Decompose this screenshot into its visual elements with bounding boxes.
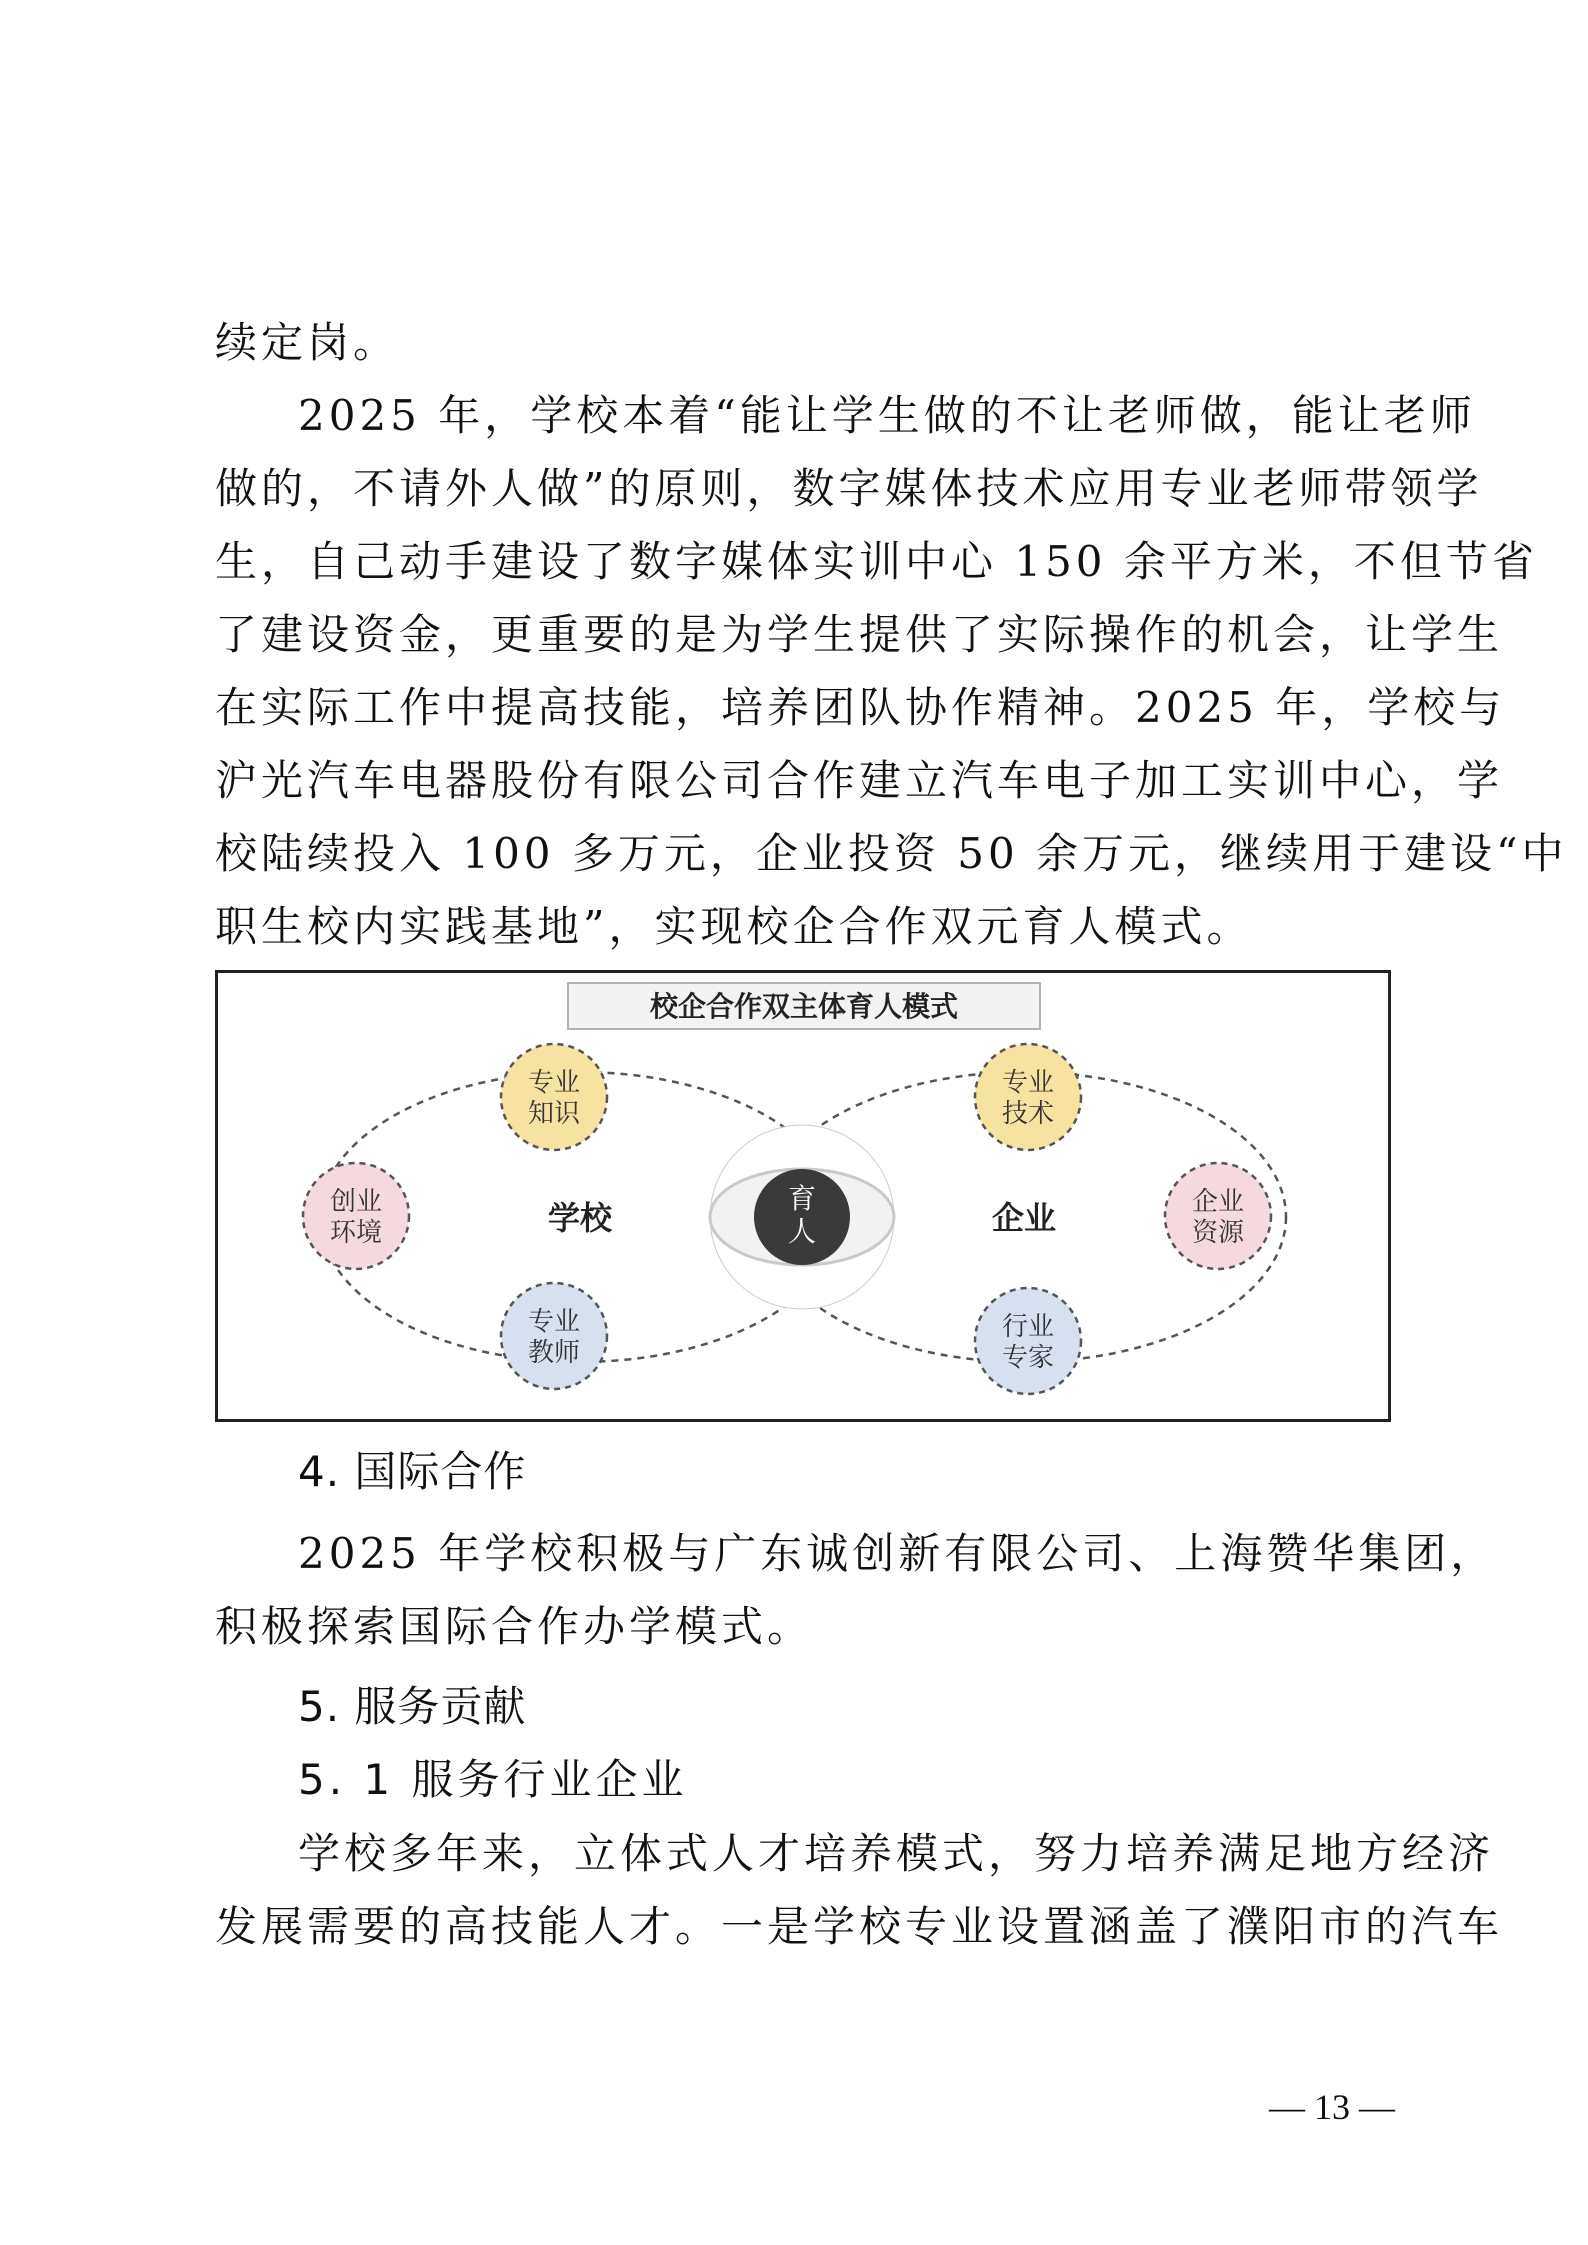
body-line: 学校多年来，立体式人才培养模式，努力培养满足地方经济 [298, 1829, 1495, 1878]
body-line: 了建设资金，更重要的是为学生提供了实际操作的机会，让学生 [215, 610, 1504, 659]
node-pro-tech-line2: 技术 [1001, 1099, 1055, 1129]
node-ent-resource-line2: 资源 [1191, 1218, 1245, 1248]
node-ent-resource-line1: 企业 [1191, 1187, 1245, 1217]
node-pro-teacher-line2: 教师 [527, 1338, 581, 1368]
node-pro-knowledge-line1: 专业 [527, 1068, 581, 1098]
body-line: 续定岗。 [215, 318, 400, 367]
body-line: 做的，不请外人做”的原则，数字媒体技术应用专业老师带领学 [215, 464, 1483, 513]
section-heading: 4. 国际合作 [298, 1447, 527, 1496]
node-startup-env-line1: 创业 [329, 1187, 383, 1217]
school-enterprise-diagram [215, 970, 1391, 1422]
diagram-title: 校企合作双主体育人模式 [649, 990, 959, 1023]
body-line: 职生校内实践基地”，实现校企合作双元育人模式。 [215, 902, 1253, 951]
node-startup-env-line2: 环境 [329, 1218, 383, 1248]
node-industry-expert-line1: 行业 [1001, 1312, 1055, 1342]
section-heading: 5. 服务贡献 [298, 1682, 527, 1731]
enterprise-label: 企业 [991, 1199, 1057, 1237]
node-pro-teacher-line1: 专业 [527, 1307, 581, 1337]
body-line: 在实际工作中提高技能，培养团队协作精神。2025 年，学校与 [215, 683, 1506, 732]
center-label-line2: 人 [787, 1215, 817, 1248]
subsection-heading: 5. 1 服务行业企业 [298, 1755, 688, 1804]
node-pro-tech-line1: 专业 [1001, 1068, 1055, 1098]
body-line: 2025 年，学校本着“能让学生做的不让老师做，能让老师 [298, 391, 1476, 440]
page-number: — 13 — [1269, 2087, 1395, 2127]
body-line: 2025 年学校积极与广东诚创新有限公司、上海赞华集团， [298, 1529, 1497, 1578]
center-label-line1: 育 [787, 1182, 817, 1215]
node-pro-knowledge-line2: 知识 [527, 1099, 581, 1129]
body-line: 积极探索国际合作办学模式。 [215, 1602, 814, 1651]
school-label: 学校 [547, 1199, 613, 1237]
node-industry-expert-line2: 专家 [1001, 1343, 1055, 1373]
body-line: 发展需要的高技能人才。一是学校专业设置涵盖了濮阳市的汽车 [215, 1902, 1504, 1951]
body-line: 生，自己动手建设了数字媒体实训中心 150 余平方米，不但节省 [215, 537, 1538, 586]
body-line: 沪光汽车电器股份有限公司合作建立汽车电子加工实训中心，学 [215, 756, 1504, 805]
body-line: 校陆续投入 100 多万元，企业投资 50 余万元，继续用于建设“中 [215, 829, 1568, 878]
